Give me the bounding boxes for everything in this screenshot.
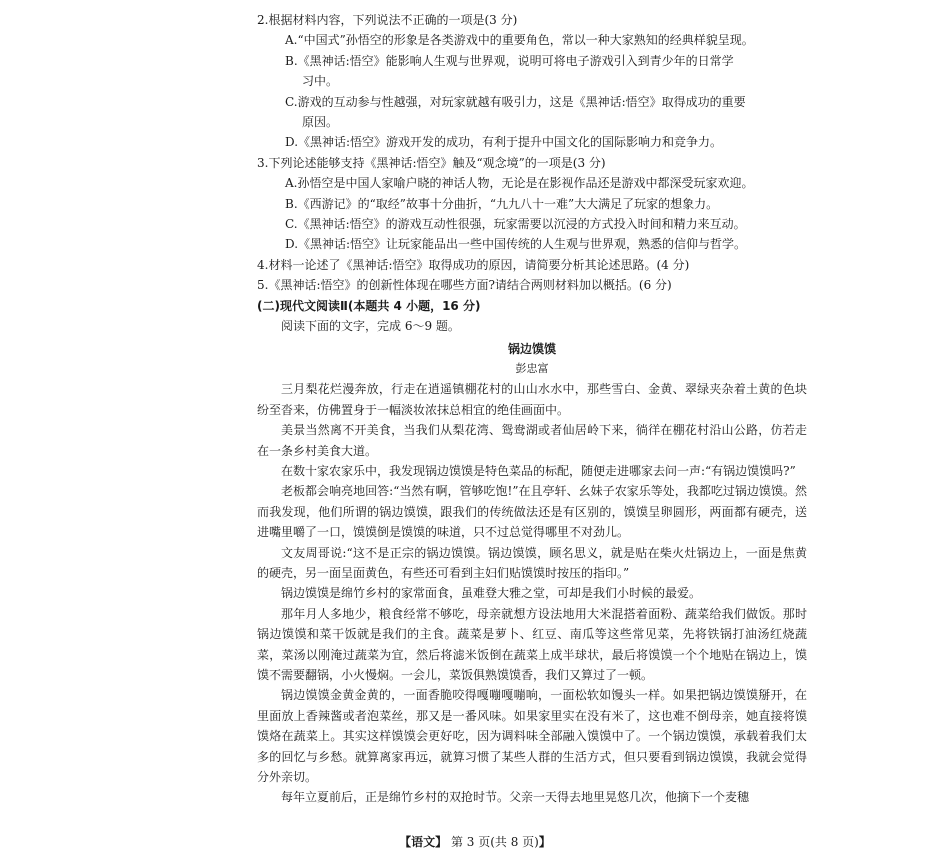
question-3-option-a: A.孙悟空是中国人家喻户晓的神话人物，无论是在影视作品还是游戏中都深受玩家欢迎。 bbox=[285, 176, 754, 191]
question-3-option-d: D.《黑神话:悟空》让玩家能品出一些中国传统的人生观与世界观，熟悉的信仰与哲学。 bbox=[285, 237, 747, 252]
article-paragraph: 美景当然离不开美食，当我们从梨花湾、鸳鸯湖或者仙居岭下来，徜徉在棚花村沿山公路，仿若走在一条乡村美食大道。 bbox=[257, 423, 807, 458]
question-2-option-c: C.游戏的互动参与性越强，对玩家就越有吸引力，这是《黑神话:悟空》取得成功的重要 bbox=[285, 94, 746, 109]
article-paragraph: 在数十家农家乐中，我发现锅边馍馍是特色菜品的标配，随便走进哪家去问一声:“有锅边馍馍吗?” bbox=[281, 463, 796, 478]
article-paragraph: 那年月人多地少，粮食经常不够吃，母亲就想方设法地用大米混搭着面粉、蔬菜给我们做饭。那时锅边馍馍和菜干饭就是我们的主食。蔬菜是萝卜、红豆、南瓜等这些常见菜，先将铁锅打油汤红烧蔬菜，菜汤以刚淹过蔬菜为宜，然后将滤米饭倒在蔬菜上成半球状，最后将馍馍一个个地贴在锅边上，馍馍不需要翻锅，小火慢焖。一会儿，菜饭俱熟馍馍香，我们又算过了一顿。 bbox=[257, 606, 807, 682]
exam-page bbox=[257, 10, 807, 808]
question-3-option-c: C.《黑神话:悟空》的游戏互动性很强，玩家需要以沉浸的方式投入时间和精力来互动。 bbox=[285, 217, 746, 232]
footer-end-bracket: 】 bbox=[538, 835, 551, 849]
article-paragraph: 文友周哥说:“这不是正宗的锅边馍馍。锅边馍馍，顾名思义，就是贴在柴火灶锅边上，一面是焦黄的硬壳，另一面呈面黄色，有些还可看到主妇们贴馍馍时按压的指印。” bbox=[257, 545, 807, 580]
section-heading: (二)现代文阅读Ⅱ(本题共 4 小题，16 分) bbox=[257, 298, 481, 313]
question-2-option-b: B.《黑神话:悟空》能影响人生观与世界观，说明可将电子游戏引入到青少年的日常学 bbox=[285, 53, 734, 68]
question-2-option-b-continued: 习中。 bbox=[302, 74, 339, 89]
article-title: 锅边馍馍 bbox=[507, 341, 556, 356]
question-3-stem: 3.下列论述能够支持《黑神话:悟空》触及“观念境”的一项是(3 分) bbox=[257, 155, 606, 170]
footer-bracket-open: 【 bbox=[399, 835, 412, 849]
footer-page-number: 第 3 页(共 8 页) bbox=[450, 835, 539, 849]
footer-subject: 语文 bbox=[411, 835, 436, 849]
page-footer bbox=[0, 833, 950, 850]
question-2-option-c-continued: 原因。 bbox=[302, 115, 339, 130]
article-paragraph: 每年立夏前后，正是绵竹乡村的双抢时节。父亲一天得去地里晃悠几次，他摘下一个麦穗 bbox=[281, 790, 750, 805]
question-2-stem: 2.根据材料内容，下列说法不正确的一项是(3 分) bbox=[257, 13, 518, 27]
article-paragraph: 锅边馍馍金黄金黄的，一面香脆咬得嘎嘣嘎嘣响，一面松软如馒头一样。如果把锅边馍馍掰开，在里面放上香辣酱或者泡菜丝，那又是一番风味。如果家里实在没有米了，这也难不倒母亲，她直接将馍馍烙在蔬菜上。其实这样馍馍会更好吃，因为调料味全部融入馍馍中了。一个锅边馍馍，承载着我们太多的回忆与乡愁。就算离家再远，就算习惯了某些人群的生活方式，但只要看到锅边馍馍，我就会觉得分外亲切。 bbox=[257, 688, 807, 785]
section-intro: 阅读下面的文字，完成 6～9 题。 bbox=[281, 319, 460, 334]
question-5: 5.《黑神话:悟空》的创新性体现在哪些方面?请结合两则材料加以概括。(6 分) bbox=[257, 278, 672, 293]
question-2-option-a: A.“中国式”孙悟空的形象是各类游戏中的重要角色，常以一种大家熟知的经典样貌呈现。 bbox=[285, 33, 754, 48]
article-body bbox=[257, 379, 807, 808]
article-author: 彭忠富 bbox=[515, 361, 549, 375]
article-paragraph: 三月梨花烂漫奔放，行走在逍遥镇棚花村的山山水水中，那些雪白、金黄、翠绿夹杂着土黄的色块纷至沓来，仿佛置身于一幅淡妆浓抹总相宜的绝佳画面中。 bbox=[257, 382, 807, 417]
footer-bracket-close: 】 bbox=[435, 835, 448, 849]
question-4: 4.材料一论述了《黑神话:悟空》取得成功的原因，请简要分析其论述思路。(4 分) bbox=[257, 257, 690, 272]
question-2-option-d: D.《黑神话:悟空》游戏开发的成功，有利于提升中国文化的国际影响力和竞争力。 bbox=[285, 135, 723, 150]
article-paragraph: 锅边馍馍是绵竹乡村的家常面食，虽难登大雅之堂，可却是我们小时候的最爱。 bbox=[281, 586, 702, 601]
question-3-option-b: B.《西游记》的“取经”故事十分曲折，“九九八十一难”大大满足了玩家的想象力。 bbox=[285, 196, 719, 211]
article-paragraph: 老板都会响亮地回答:“当然有啊，管够吃饱!”在且亭轩、幺妹子农家乐等处，我都吃过锅边馍馍。然而我发现，他们所谓的锅边馍馍，跟我们的传统做法还是有区别的，馍馍呈卵圆形，两面都有硬壳，送进嘴里嚼了一口，馍馍倒是馍馍的味道，只不过总觉得哪里不对劲儿。 bbox=[257, 484, 807, 540]
